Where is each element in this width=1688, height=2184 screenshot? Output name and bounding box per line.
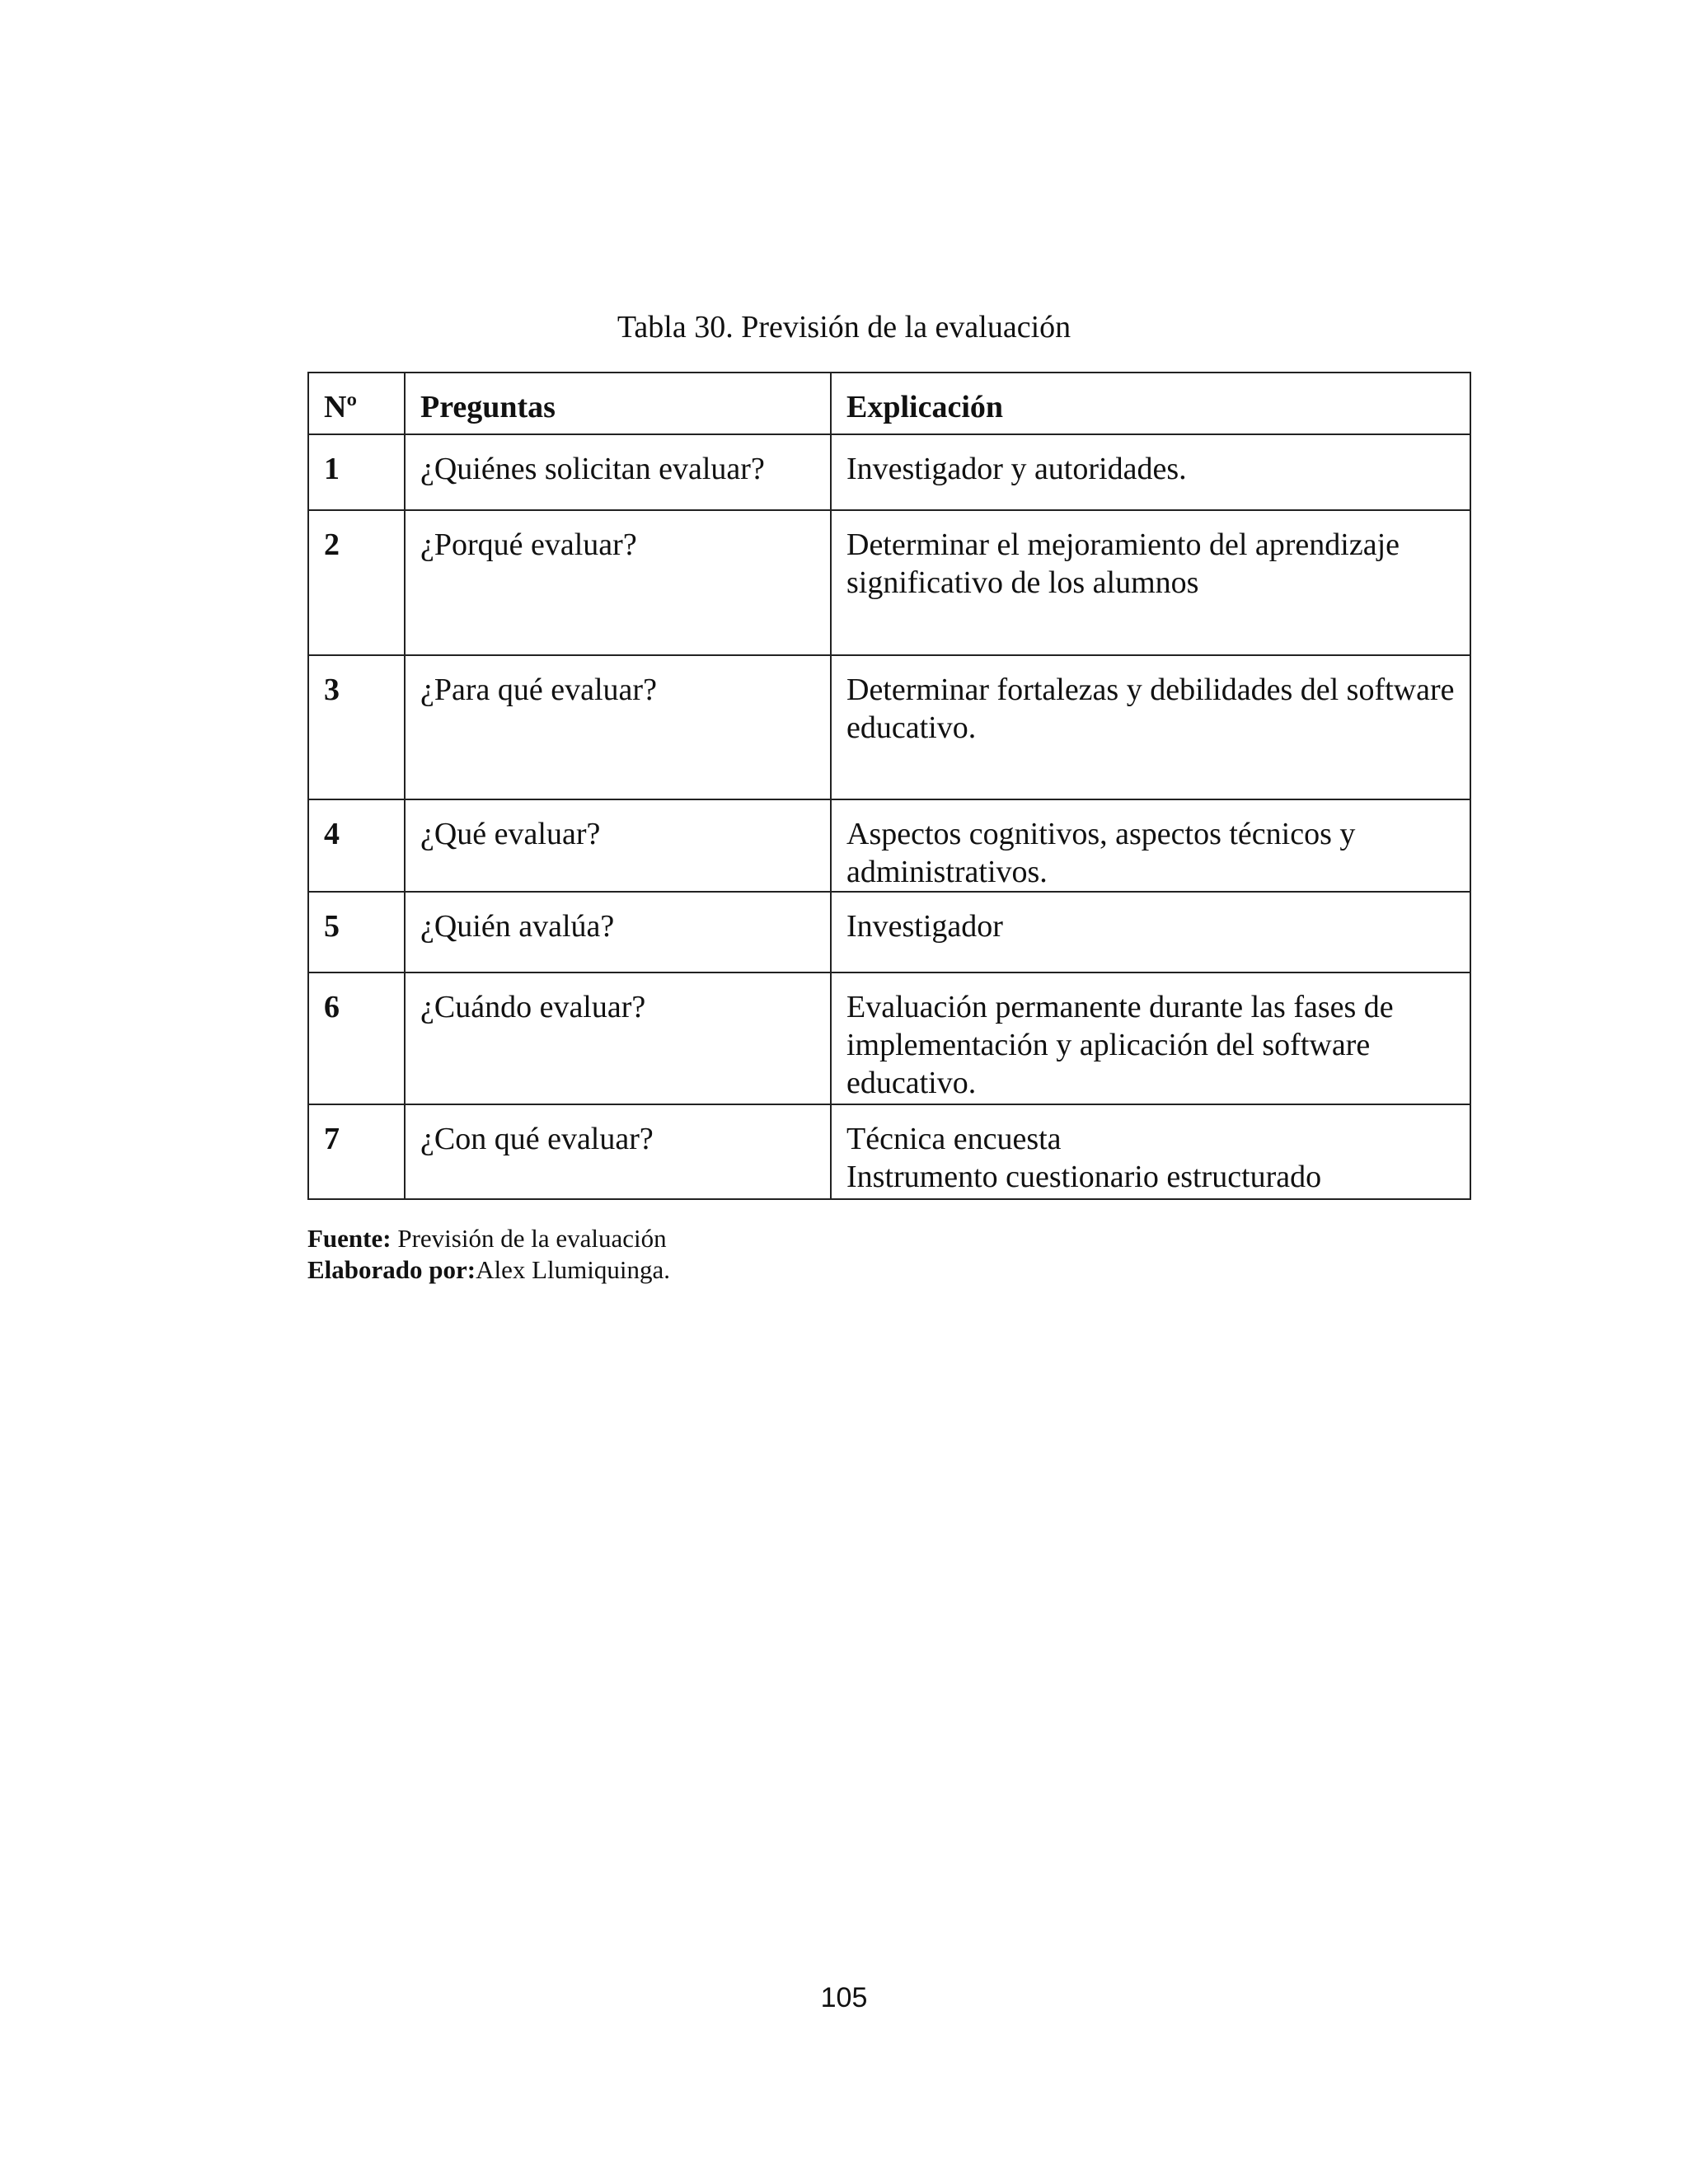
header-num: Nº <box>308 373 405 434</box>
author-label: Elaborado por: <box>307 1255 476 1284</box>
row-question: ¿Cuándo evaluar? <box>405 972 831 1104</box>
row-explanation <box>831 655 1470 799</box>
explanation-line: Aspectos cognitivos, aspectos técnicos y administrativos. <box>846 817 1356 889</box>
row-number: 1 <box>308 434 405 510</box>
table-row <box>308 1104 1470 1199</box>
table-row <box>308 434 1470 510</box>
row-question: ¿Para qué evaluar? <box>405 655 831 799</box>
table-caption: Tabla 30. Previsión de la evaluación <box>617 310 1071 344</box>
row-explanation <box>831 799 1470 892</box>
source-label: Fuente: <box>307 1224 392 1253</box>
explanation-line: Instrumento cuestionario estructurado <box>846 1160 1322 1194</box>
header-explanation: Explicación <box>831 373 1470 434</box>
row-question: ¿Con qué evaluar? <box>405 1104 831 1199</box>
source-text: Previsión de la evaluación <box>397 1224 667 1253</box>
evaluation-table <box>307 372 1471 1200</box>
row-number: 6 <box>308 972 405 1104</box>
explanation-line: Investigador <box>846 909 1003 944</box>
source-note <box>307 1223 670 1254</box>
row-number: 4 <box>308 799 405 892</box>
header-question: Preguntas <box>405 373 831 434</box>
row-explanation <box>831 1104 1470 1199</box>
row-number: 2 <box>308 510 405 655</box>
table-row <box>308 972 1470 1104</box>
row-explanation <box>831 892 1470 972</box>
row-explanation <box>831 434 1470 510</box>
explanation-line: Evaluación permanente durante las fases de implementación y aplicación del software educativo. <box>846 990 1394 1100</box>
table-row <box>308 892 1470 972</box>
table-header-row <box>308 373 1470 434</box>
row-question: ¿Quién avalúa? <box>405 892 831 972</box>
row-question: ¿Qué evaluar? <box>405 799 831 892</box>
row-number: 7 <box>308 1104 405 1199</box>
explanation-line: Técnica encuesta <box>846 1122 1062 1156</box>
row-explanation <box>831 510 1470 655</box>
explanation-line: Determinar el mejoramiento del aprendizaje significativo de los alumnos <box>846 527 1400 600</box>
author-text: Alex Llumiquinga. <box>476 1255 671 1284</box>
table-row <box>308 655 1470 799</box>
row-question: ¿Quiénes solicitan evaluar? <box>405 434 831 510</box>
row-explanation <box>831 972 1470 1104</box>
table-notes <box>307 1223 670 1286</box>
page-number: 105 <box>820 1982 868 2013</box>
author-note <box>307 1254 670 1286</box>
explanation-line: Investigador y autoridades. <box>846 452 1187 486</box>
explanation-line: Determinar fortalezas y debilidades del software educativo. <box>846 673 1455 745</box>
row-question: ¿Porqué evaluar? <box>405 510 831 655</box>
row-number: 5 <box>308 892 405 972</box>
table-row <box>308 799 1470 892</box>
table-row <box>308 510 1470 655</box>
row-number: 3 <box>308 655 405 799</box>
